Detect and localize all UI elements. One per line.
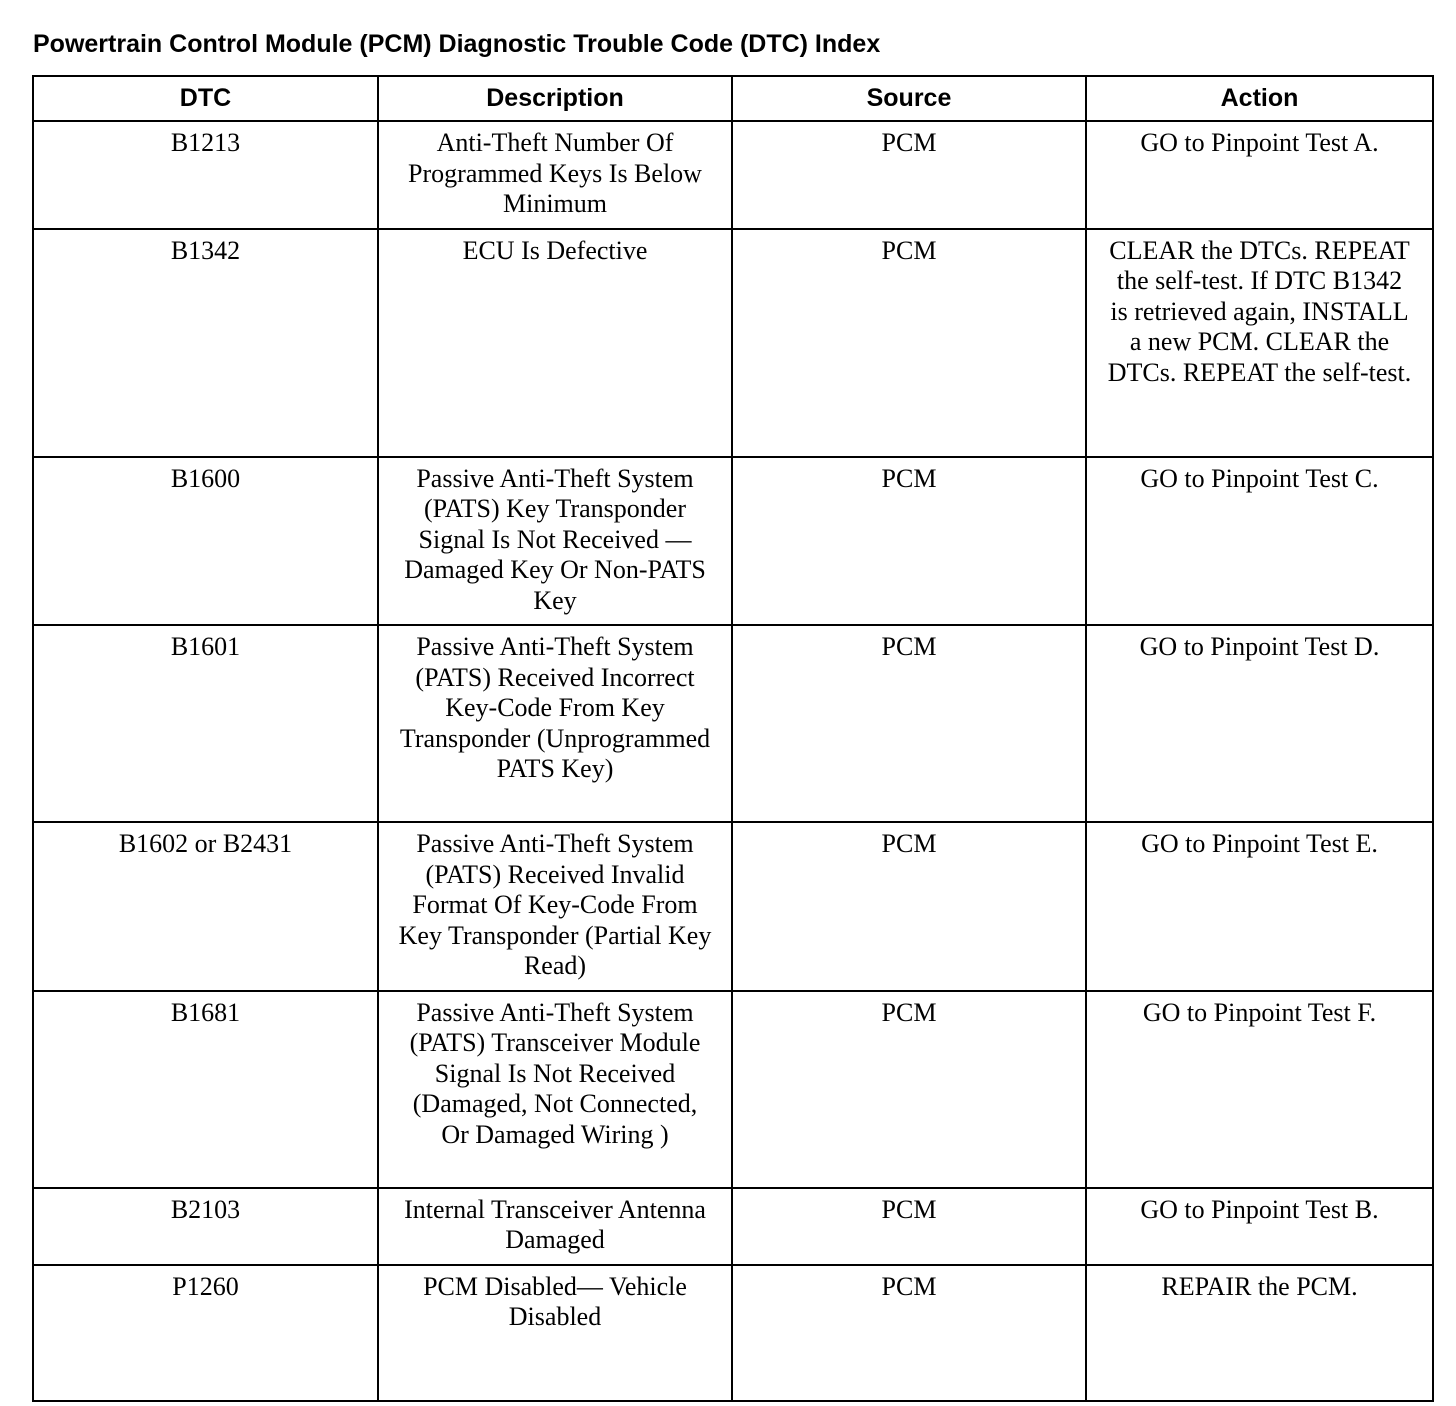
- description-cell: Internal Transceiver Antenna Damaged: [378, 1188, 732, 1265]
- table-row: [33, 1265, 1433, 1401]
- table-header-row: [33, 76, 1433, 121]
- source-cell: PCM: [732, 229, 1086, 457]
- dtc-cell: P1260: [33, 1265, 378, 1401]
- source-cell: PCM: [732, 457, 1086, 626]
- action-cell: REPAIR the PCM.: [1086, 1265, 1433, 1401]
- description-cell: Anti-Theft Number Of Programmed Keys Is Below Minimum: [378, 121, 732, 229]
- table-row: [33, 229, 1433, 457]
- description-cell: Passive Anti-Theft System (PATS) Received Incorrect Key-Code From Key Transponder (Unprogrammed PATS Key): [378, 625, 732, 822]
- dtc-cell: B1681: [33, 991, 378, 1188]
- dtc-cell: B1213: [33, 121, 378, 229]
- source-cell: PCM: [732, 822, 1086, 991]
- table-row: [33, 121, 1433, 229]
- source-cell: PCM: [732, 1188, 1086, 1265]
- description-cell: Passive Anti-Theft System (PATS) Key Transponder Signal Is Not Received — Damaged Key Or Non-PATS Key: [378, 457, 732, 626]
- action-cell: GO to Pinpoint Test A.: [1086, 121, 1433, 229]
- dtc-cell: B2103: [33, 1188, 378, 1265]
- column-header-description: Description: [378, 76, 732, 121]
- source-cell: PCM: [732, 625, 1086, 822]
- column-header-source: Source: [732, 76, 1086, 121]
- page-title: Powertrain Control Module (PCM) Diagnostic Trouble Code (DTC) Index: [33, 30, 881, 58]
- source-cell: PCM: [732, 1265, 1086, 1401]
- action-cell: CLEAR the DTCs. REPEAT the self-test. If DTC B1342 is retrieved again, INSTALL a new PCM. CLEAR the DTCs. REPEAT the self-test.: [1086, 229, 1433, 457]
- table-row: [33, 625, 1433, 822]
- source-cell: PCM: [732, 121, 1086, 229]
- table-row: [33, 457, 1433, 626]
- dtc-cell: B1342: [33, 229, 378, 457]
- dtc-index-table: [32, 75, 1434, 1402]
- table-row: [33, 991, 1433, 1188]
- action-cell: GO to Pinpoint Test C.: [1086, 457, 1433, 626]
- column-header-action: Action: [1086, 76, 1433, 121]
- action-cell: GO to Pinpoint Test E.: [1086, 822, 1433, 991]
- table-row: [33, 822, 1433, 991]
- description-cell: ECU Is Defective: [378, 229, 732, 457]
- action-cell: GO to Pinpoint Test B.: [1086, 1188, 1433, 1265]
- source-cell: PCM: [732, 991, 1086, 1188]
- action-cell: GO to Pinpoint Test D.: [1086, 625, 1433, 822]
- action-cell: GO to Pinpoint Test F.: [1086, 991, 1433, 1188]
- column-header-dtc: DTC: [33, 76, 378, 121]
- description-cell: Passive Anti-Theft System (PATS) Received Invalid Format Of Key-Code From Key Transponder (Partial Key Read): [378, 822, 732, 991]
- description-cell: Passive Anti-Theft System (PATS) Transceiver Module Signal Is Not Received (Damaged, Not Connected, Or Damaged Wiring ): [378, 991, 732, 1188]
- dtc-cell: B1601: [33, 625, 378, 822]
- description-cell: PCM Disabled— Vehicle Disabled: [378, 1265, 732, 1401]
- table-row: [33, 1188, 1433, 1265]
- dtc-cell: B1602 or B2431: [33, 822, 378, 991]
- dtc-cell: B1600: [33, 457, 378, 626]
